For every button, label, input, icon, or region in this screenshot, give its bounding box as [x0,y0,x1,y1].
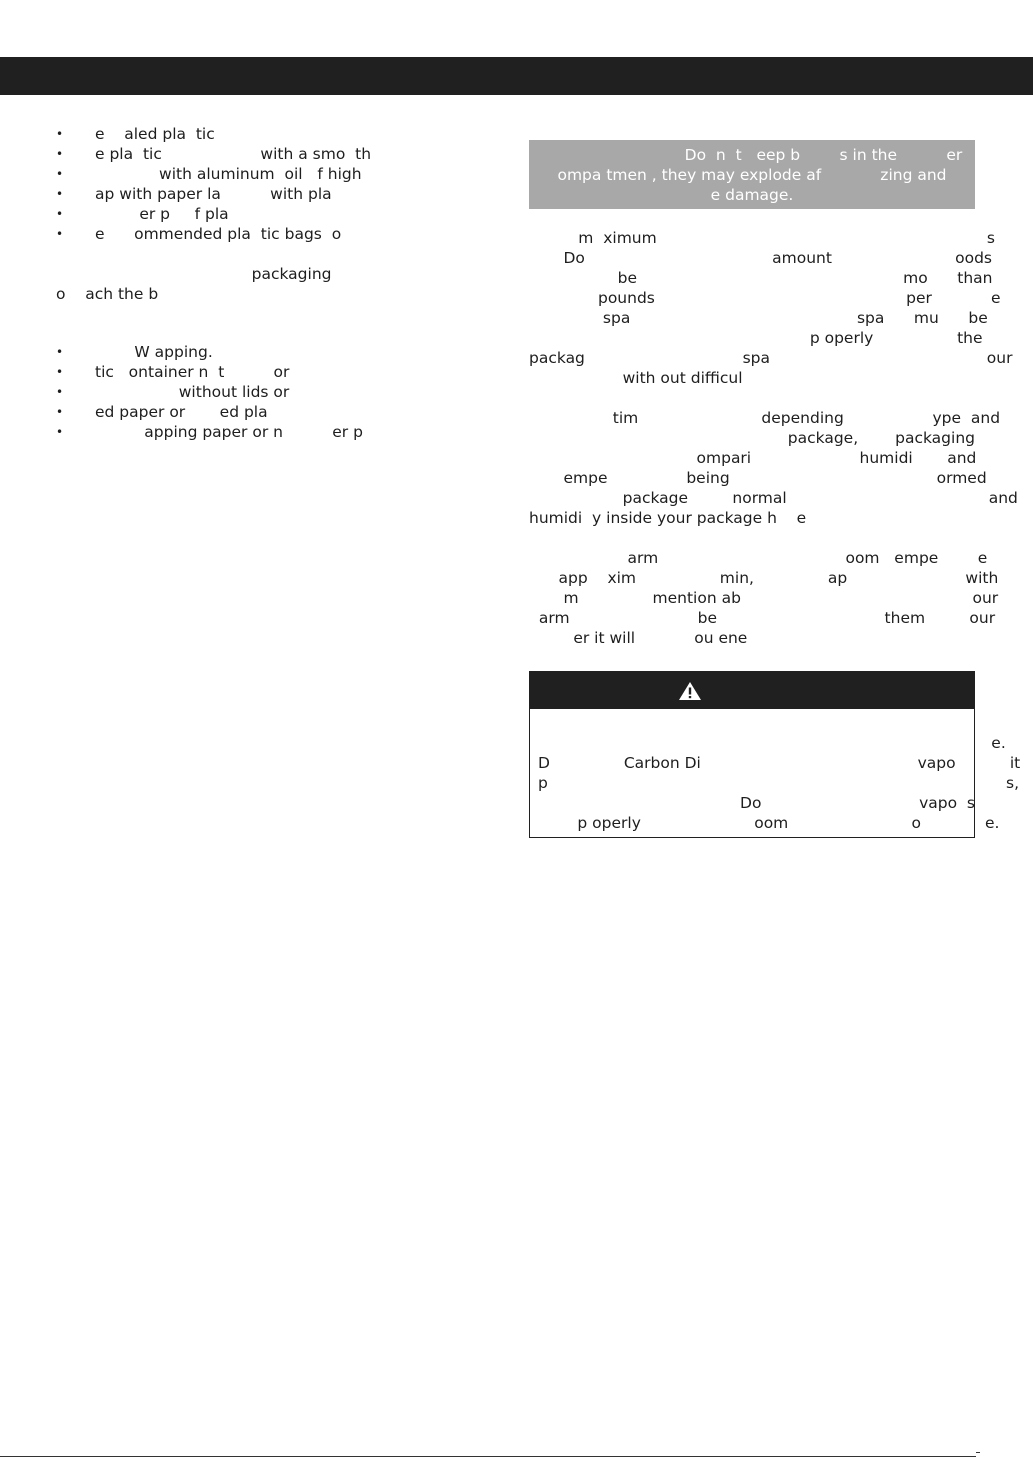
bullet-icon: • [56,365,64,379]
bullet-icon: • [56,207,64,221]
bullet-icon: • [56,345,64,359]
list-item: • without lids or [56,383,290,401]
footer-rule [0,1456,976,1457]
bullet-icon: • [56,405,64,419]
footer-tick [976,1452,980,1453]
list-item: • e ommended pla tic bags o [56,225,342,243]
header-bar [0,57,1033,95]
list-item: • with aluminum oil f high [56,165,362,183]
list-item: • tic ontainer n t or [56,363,290,381]
bullet-list-acceptable [56,124,476,244]
list-item: • W apping. [56,343,213,361]
caution-box [529,140,975,209]
warning-box [529,671,1021,838]
warning-text: e. D Carbon Di vapo it p s, Do vapo s p operly oom o e. [538,734,1021,832]
bullet-icon: • [56,227,64,241]
warning-triangle-icon [678,681,702,701]
paragraph-time-depending: tim depending ype and package, packaging ompari humidi and empe being ormed package normal and humidi y inside your package h e [529,409,1018,527]
list-item: • ed paper or ed pla [56,403,268,421]
caution-line: e damage. [710,186,794,204]
paragraph-warm-room: arm oom empe e app xim min, ap with m mention ab our arm be them our er it will ou ene [529,549,999,647]
bullet-icon: • [56,167,64,181]
list-item: • apping paper or n er p [56,423,363,441]
bullet-icon: • [56,127,64,141]
bullet-icon: • [56,425,64,439]
list-item: • er p f pla [56,205,229,223]
bullet-icon: • [56,147,64,161]
warning-header [530,672,974,709]
caution-line: ompa tmen , they may explode af zing and [557,166,947,184]
caution-line: Do n t eep b s in the er [541,146,963,164]
bullet-list-not-acceptable [56,342,476,442]
left-column [56,124,476,442]
right-column [529,140,1021,838]
packaging-note-line: packaging [158,265,332,283]
paragraph-maximum-amount: m ximum s Do amount oods be mo than pounds per e spa spa mu be p operly the packag spa our with out difficul [529,229,1013,387]
list-item: • ap with paper la with pla [56,185,332,203]
list-item: • e pla tic with a smo th [56,145,372,163]
list-item: • e aled pla tic [56,125,215,143]
bullet-icon: • [56,187,64,201]
bullet-icon: • [56,385,64,399]
packaging-note-line: o ach the b [56,285,159,303]
